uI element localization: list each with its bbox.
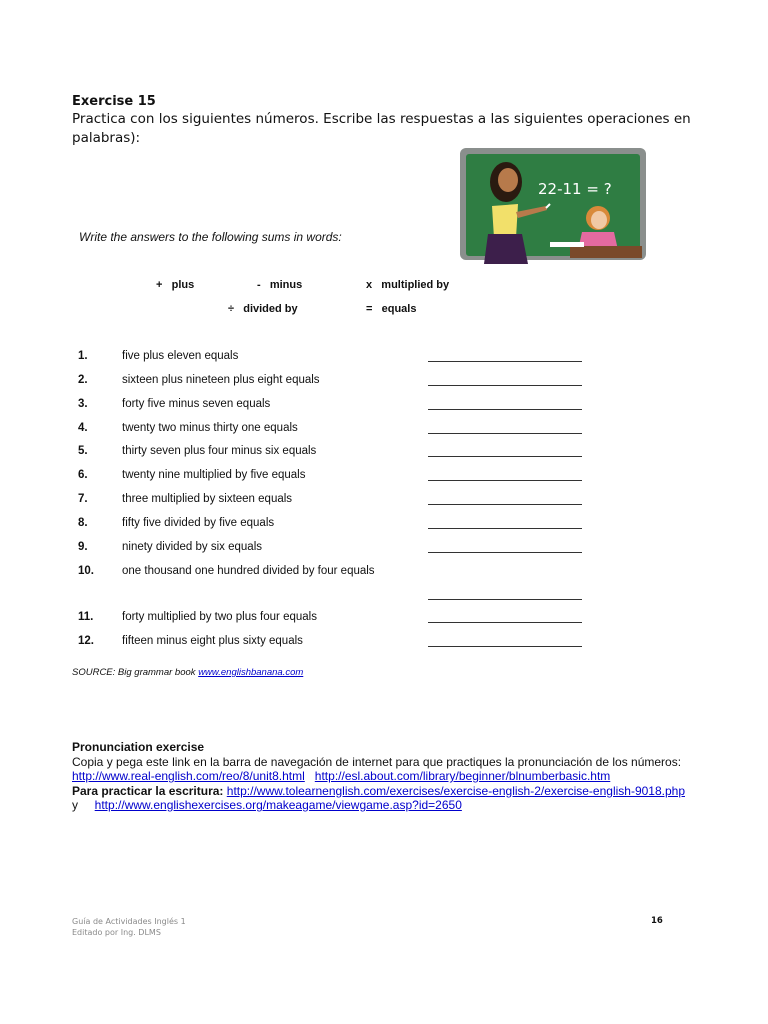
legend-symbol: = — [366, 303, 373, 315]
legend-word: divided by — [243, 303, 298, 315]
question-text: five plus eleven equals — [122, 350, 239, 362]
question-text: three multiplied by sixteen equals — [122, 493, 293, 505]
question-number: 11. — [78, 611, 94, 623]
source-prefix: SOURCE: Big grammar book — [72, 667, 199, 678]
legend-word: equals — [381, 303, 417, 315]
footer — [72, 916, 186, 938]
answer-line[interactable] — [428, 409, 582, 410]
question-number: 7. — [78, 493, 88, 505]
source-note — [72, 667, 303, 678]
real-english-link[interactable]: http://www.real-english.com/reo/8/unit8.html — [72, 769, 305, 783]
legend-symbol: + — [156, 279, 163, 291]
legend-word: multiplied by — [381, 279, 450, 291]
question-number: 1. — [78, 350, 88, 362]
answer-line[interactable] — [428, 528, 582, 529]
question-text: forty five minus seven equals — [122, 398, 271, 410]
question-number: 5. — [78, 445, 88, 457]
question-text: thirty seven plus four minus six equals — [122, 445, 317, 457]
englishexercises-link[interactable]: http://www.englishexercises.org/makeagame/viewgame.asp?id=2650 — [94, 798, 462, 812]
legend-minus — [257, 279, 302, 291]
conjunction: y — [72, 798, 78, 812]
question-text: fifty five divided by five equals — [122, 517, 275, 529]
tolearnenglish-link[interactable]: http://www.tolearnenglish.com/exercises/exercise-english-2/exercise-english-9018.php — [226, 783, 685, 798]
answer-line[interactable] — [428, 385, 582, 386]
question-number: 4. — [78, 422, 88, 434]
pronunciation-text: Copia y pega este link en la barra de navegación de internet para que practiques la pronunciación de los números: — [72, 754, 682, 769]
answer-line[interactable] — [428, 480, 582, 481]
legend-multiplied — [366, 279, 449, 291]
legend-symbol: ÷ — [228, 303, 235, 315]
answer-line[interactable] — [428, 361, 582, 362]
legend-word: plus — [171, 279, 195, 291]
question-text: forty multiplied by two plus four equals — [122, 611, 317, 623]
legend-plus — [156, 279, 194, 291]
question-number: 9. — [78, 541, 88, 553]
exercise-title: Exercise 15 — [72, 94, 156, 109]
answer-line[interactable] — [428, 456, 582, 457]
question-text: twenty nine multiplied by five equals — [122, 469, 306, 481]
legend-symbol: - — [257, 279, 261, 291]
answer-line[interactable] — [428, 599, 582, 600]
question-number: 8. — [78, 517, 88, 529]
question-text: ninety divided by six equals — [122, 541, 262, 553]
question-number: 12. — [78, 635, 94, 647]
teacher-chalkboard-illustration — [458, 146, 648, 268]
legend-equals — [366, 303, 416, 315]
question-text: fifteen minus eight plus sixty equals — [122, 635, 303, 647]
source-link[interactable]: www.englishbanana.com — [198, 667, 304, 678]
question-number: 10. — [78, 565, 94, 577]
question-number: 3. — [78, 398, 88, 410]
question-text: one thousand one hundred divided by four equals — [122, 565, 375, 577]
question-number: 6. — [78, 469, 88, 481]
pronunciation-section — [72, 740, 732, 813]
writing-label: Para practicar la escritura: — [72, 783, 224, 798]
instructions: Write the answers to the following sums in words: — [79, 230, 342, 244]
pronunciation-heading: Pronunciation exercise — [72, 740, 205, 754]
answer-line[interactable] — [428, 433, 582, 434]
footer-line-2: Editado por Ing. DLMS — [72, 928, 161, 937]
question-text: sixteen plus nineteen plus eight equals — [122, 374, 320, 386]
question-text: twenty two minus thirty one equals — [122, 422, 298, 434]
board-equation: 22-11 = ? — [538, 180, 612, 198]
esl-about-link[interactable]: http://esl.about.com/library/beginner/blnumberbasic.htm — [314, 769, 611, 783]
answer-line[interactable] — [428, 504, 582, 505]
footer-line-1: Guía de Actividades Inglés 1 — [72, 917, 186, 926]
legend-word: minus — [269, 279, 303, 291]
exercise-intro: Practica con los siguientes números. Escribe las respuestas a las siguientes operaciones en palabras): — [72, 111, 691, 146]
answer-line[interactable] — [428, 622, 582, 623]
legend-symbol: x — [366, 279, 373, 291]
page-number: 16 — [651, 916, 663, 926]
legend-divided — [228, 303, 298, 315]
answer-line[interactable] — [428, 646, 582, 647]
answer-line[interactable] — [428, 552, 582, 553]
question-number: 2. — [78, 374, 88, 386]
